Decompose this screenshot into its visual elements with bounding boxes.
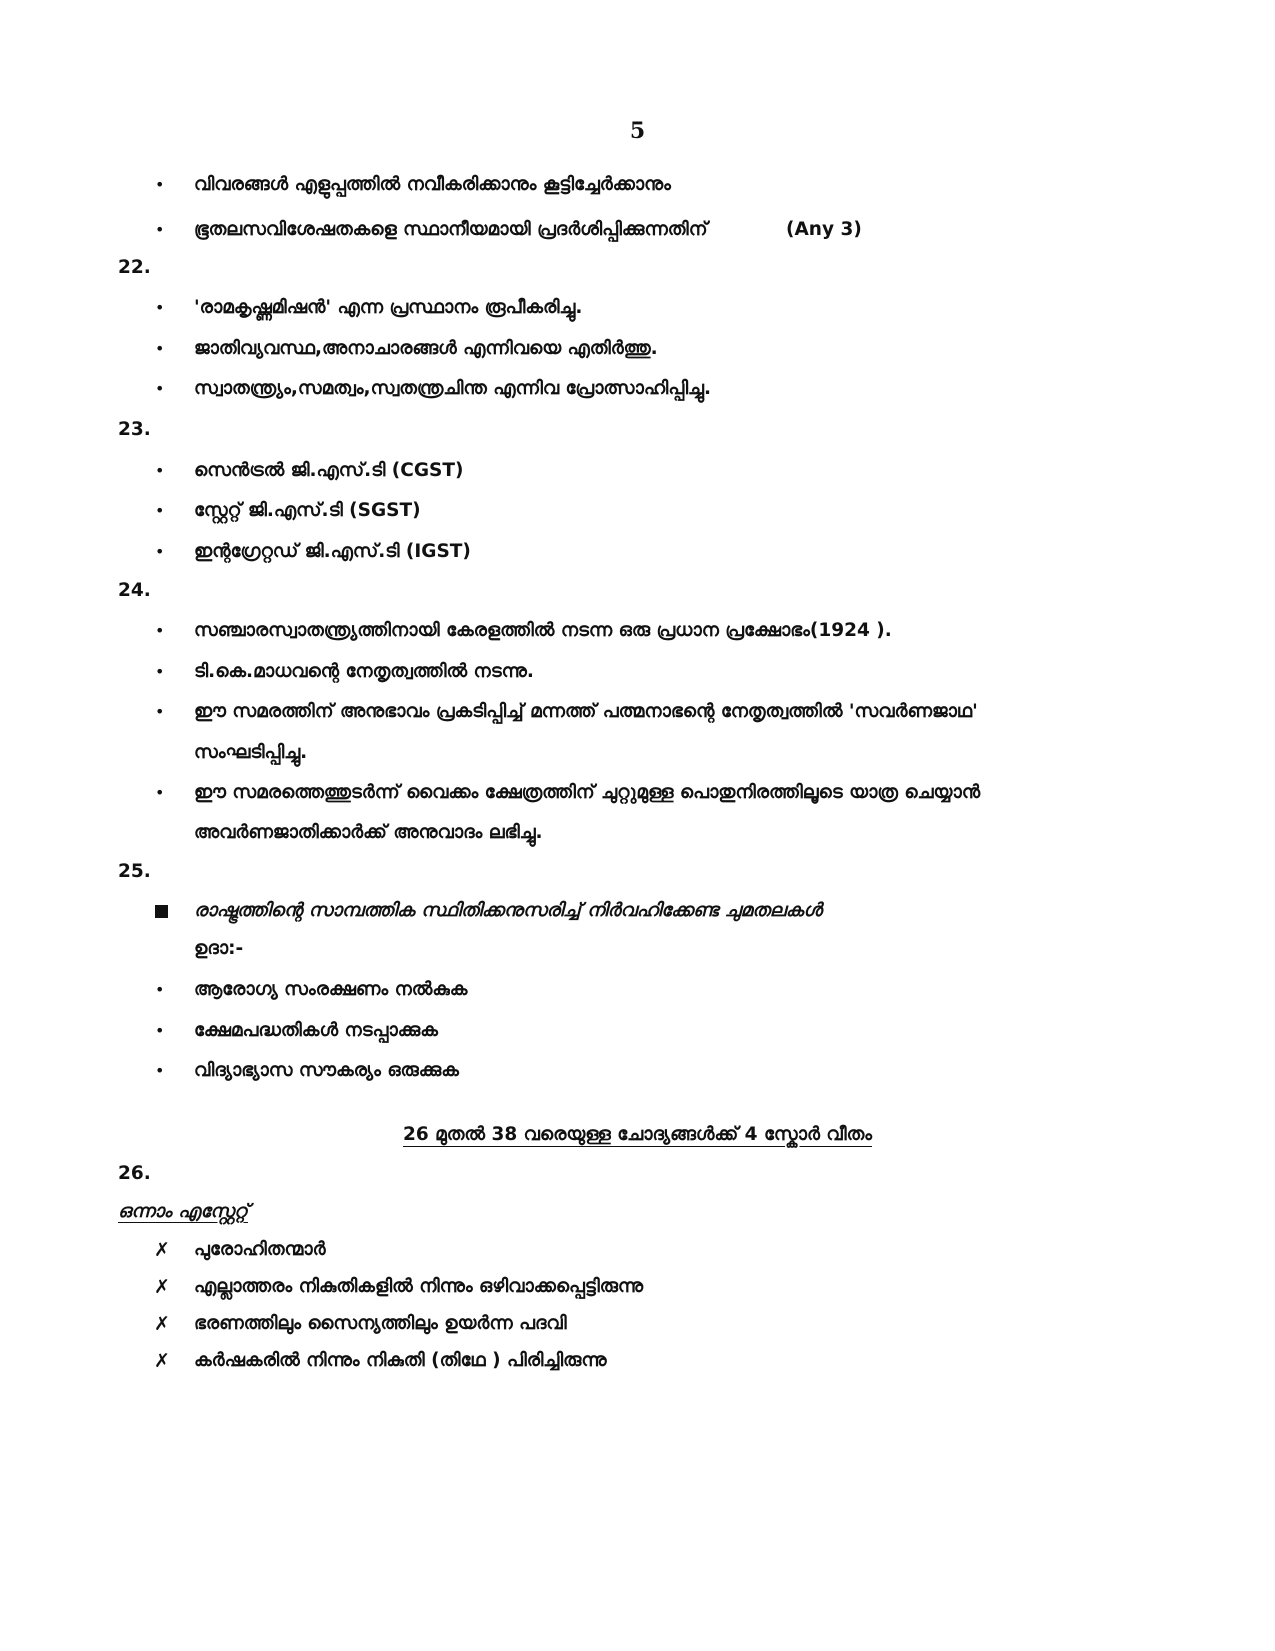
list-item: ടി.കെ.മാധവന്റെ നേതൃത്വത്തിൽ നടന്നു. <box>194 661 534 682</box>
bullet-icon: • <box>155 220 165 239</box>
list-item: സെൻട്രൽ ജി.എസ്.ടി (CGST) <box>194 460 464 481</box>
list-item: ജാതിവ്യവസ്ഥ,അനാചാരങ്ങൾ എന്നിവയെ എതിർത്തു. <box>194 338 658 359</box>
cross-icon: ✗ <box>154 1350 170 1372</box>
question-number: 25. <box>118 861 151 882</box>
list-item: ഈ സമരത്തെത്തുടർന്ന് വൈക്കം ക്ഷേത്രത്തിന് ചുറ്റുമുള്ള പൊതുനിരത്തിലൂടെ യാത്ര ചെയ്യാൻ <box>194 782 981 803</box>
section-heading <box>0 1122 1275 1148</box>
bullet-icon: • <box>155 1061 165 1080</box>
list-item: ഭരണത്തിലും സൈന്യത്തിലും ഉയർന്ന പദവി <box>194 1313 567 1334</box>
cross-icon: ✗ <box>154 1276 170 1298</box>
list-item: പുരോഹിതന്മാർ <box>194 1239 326 1260</box>
cross-icon: ✗ <box>154 1313 170 1335</box>
list-item: ക്ഷേമപദ്ധതികൾ നടപ്പാക്കുക <box>194 1020 438 1041</box>
list-item: ആരോഗ്യ സംരക്ഷണം നൽകുക <box>194 979 468 1000</box>
bullet-icon: • <box>155 980 165 999</box>
subheading: ഒന്നാം എസ്റ്റേറ്റ് <box>118 1201 248 1222</box>
list-item: ഭൂതലസവിശേഷതകളെ സ്ഥാനീയമായി പ്രദർശിപ്പിക്കുന്നതിന് <box>194 219 708 240</box>
question-number: 23. <box>118 419 151 440</box>
cross-icon: ✗ <box>154 1239 170 1261</box>
bullet-icon: • <box>155 461 165 480</box>
bullet-icon: • <box>155 621 165 640</box>
bullet-icon: • <box>155 339 165 358</box>
bullet-icon: • <box>155 175 165 194</box>
list-item: ഈ സമരത്തിന് അനുഭാവം പ്രകടിപ്പിച്ച് മന്നത്ത് പത്മനാഭന്റെ നേതൃത്വത്തിൽ 'സവർണജാഥ' <box>194 701 978 722</box>
list-heading: രാഷ്ട്രത്തിന്റെ സാമ്പത്തിക സ്ഥിതിക്കനുസരിച്ച് നിർവഹിക്കേണ്ട ചുമതലകൾ <box>194 900 822 921</box>
marks-note: (Any 3) <box>786 219 862 240</box>
list-item: വിവരങ്ങൾ എളുപ്പത്തിൽ നവീകരിക്കാനും കൂട്ടിച്ചേർക്കാനും <box>194 174 671 195</box>
bullet-icon: • <box>155 542 165 561</box>
list-item-continuation: സംഘടിപ്പിച്ചു. <box>194 742 308 763</box>
list-item: 'രാമകൃഷ്ണമിഷൻ' എന്ന പ്രസ്ഥാനം രൂപീകരിച്ചു. <box>194 297 583 318</box>
bullet-icon: • <box>155 702 165 721</box>
bullet-icon: • <box>155 379 165 398</box>
list-item: കർഷകരിൽ നിന്നും നികുതി (തിഥേ ) പിരിച്ചിരുന്നു <box>194 1350 607 1371</box>
section-heading-text: 26 മുതൽ 38 വരെയുള്ള ചോദ്യങ്ങൾക്ക് 4 സ്കോർ വീതം <box>402 1124 873 1145</box>
bullet-icon: • <box>155 662 165 681</box>
list-item: സ്വാതന്ത്ര്യം,സമത്വം,സ്വതന്ത്രചിന്ത എന്നിവ പ്രോത്സാഹിപ്പിച്ചു. <box>194 378 712 399</box>
list-item: വിദ്യാഭ്യാസ സൗകര്യം ഒരുക്കുക <box>194 1060 459 1081</box>
square-bullet-icon <box>155 905 168 918</box>
page-number: 5 <box>629 118 646 144</box>
list-item: സ്റ്റേറ്റ് ജി.എസ്.ടി (SGST) <box>194 500 421 521</box>
example-label: ഉദാ:- <box>194 938 244 959</box>
bullet-icon: • <box>155 1021 165 1040</box>
bullet-icon: • <box>155 298 165 317</box>
bullet-icon: • <box>155 783 165 802</box>
list-item: സഞ്ചാരസ്വാതന്ത്ര്യത്തിനായി കേരളത്തിൽ നടന്ന ഒരു പ്രധാന പ്രക്ഷോഭം(1924 ). <box>194 620 892 641</box>
question-number: 26. <box>118 1163 151 1184</box>
bullet-icon: • <box>155 501 165 520</box>
question-number: 24. <box>118 580 151 601</box>
list-item: ഇന്റഗ്രേറ്റഡ് ജി.എസ്.ടി (IGST) <box>194 541 471 562</box>
question-number: 22. <box>118 257 151 278</box>
list-item-continuation: അവർണജാതിക്കാർക്ക് അനുവാദം ലഭിച്ചു. <box>194 822 543 843</box>
list-item: എല്ലാത്തരം നികുതികളിൽ നിന്നും ഒഴിവാക്കപ്പെട്ടിരുന്നു <box>194 1276 644 1297</box>
